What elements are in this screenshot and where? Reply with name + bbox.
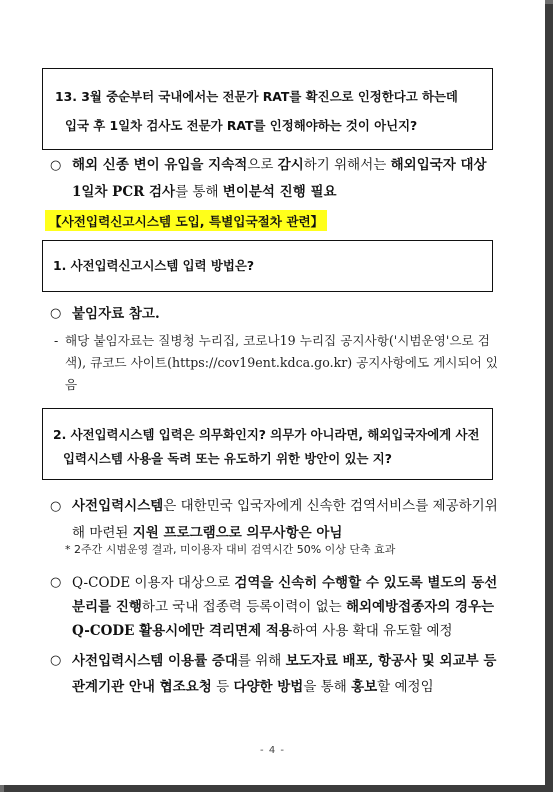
answer-13-text: 해외 신종 변이 유입을 지속적으로 감시하기 위해서는 해외입국자 대상 1일차 PCR 검사를 통해 변이분석 진행 필요 (72, 157, 487, 200)
answer-2-bullet-1-text: 사전입력시스템은 대한민국 입국자에게 신속한 검역서비스를 제공하기위해 마련된 지원 프로그램으로 의무사항은 아님 (72, 498, 498, 541)
answer-2-bullet-1 (50, 493, 500, 547)
answer-1-bullet (50, 301, 500, 327)
answer-2-bullet-2-text: Q-CODE 이용자 대상으로 검역을 신속히 수행할 수 있도록 별도의 동선 분리를 진행하고 국내 접종력 등록이력이 없는 해외예방접종자의 경우는 Q-CODE 활용시에만 격리면제 적용하여 사용 확대 유도할 예정 (72, 575, 498, 639)
question-2-line1: 2. 사전입력시스템 입력은 의무화인지? 의무가 아니라면, 해외입국자에게 사전 (53, 427, 480, 442)
question-13-line2: 입국 후 1일차 검사도 전문가 RAT를 인정해야하는 것이 아닌지? (65, 118, 418, 133)
question-13-box (42, 68, 493, 150)
dash-marker: - (54, 333, 59, 348)
answer-1-detail-text: 해당 붙임자료는 질병청 누리집, 코로나19 누리집 공지사항('시범운영'으로 검색), 큐코드 사이트(https://cov19ent.kdca.go.kr) 공지사항에도 게시되어 있음 (65, 333, 498, 392)
question-2-line2: 입력시스템 사용을 독려 또는 유도하기 위한 방안이 있는 지? (63, 451, 392, 466)
page-shadow-bottom (4, 785, 553, 792)
answer-13-bullet (50, 152, 500, 206)
bullet-circle: ○ (50, 499, 62, 514)
answer-2-bullet-3-text: 사전입력시스템 이용률 증대를 위해 보도자료 배포, 항공사 및 외교부 등 관계기관 안내 협조요청 등 다양한 방법을 통해 홍보할 예정임 (72, 653, 497, 695)
bullet-circle: ○ (50, 575, 62, 590)
bullet-circle: ○ (50, 158, 62, 173)
section-title: 【사전입력신고시스템 도입, 특별입국절차 관련】 (45, 210, 327, 231)
question-1-box (42, 240, 493, 292)
answer-1-text: 붙임자료 참고. (72, 306, 160, 322)
answer-2-bullet-3 (50, 648, 500, 700)
question-13-line1: 13. 3월 중순부터 국내에서는 전문가 RAT를 확진으로 인정한다고 하는데 (55, 89, 458, 104)
page-shadow-right (545, 4, 553, 792)
question-2-box (42, 408, 493, 480)
bullet-circle: ○ (50, 653, 62, 668)
answer-1-detail (54, 330, 500, 396)
question-1-text: 1. 사전입력신고시스템 입력 방법은? (53, 258, 255, 273)
bullet-circle: ○ (50, 306, 62, 321)
footnote: * 2주간 시범운영 결과, 미이용자 대비 검역시간 50% 이상 단축 효과 (65, 543, 396, 556)
page-number: - 4 - (260, 745, 285, 756)
answer-2-bullet-2 (50, 571, 500, 643)
